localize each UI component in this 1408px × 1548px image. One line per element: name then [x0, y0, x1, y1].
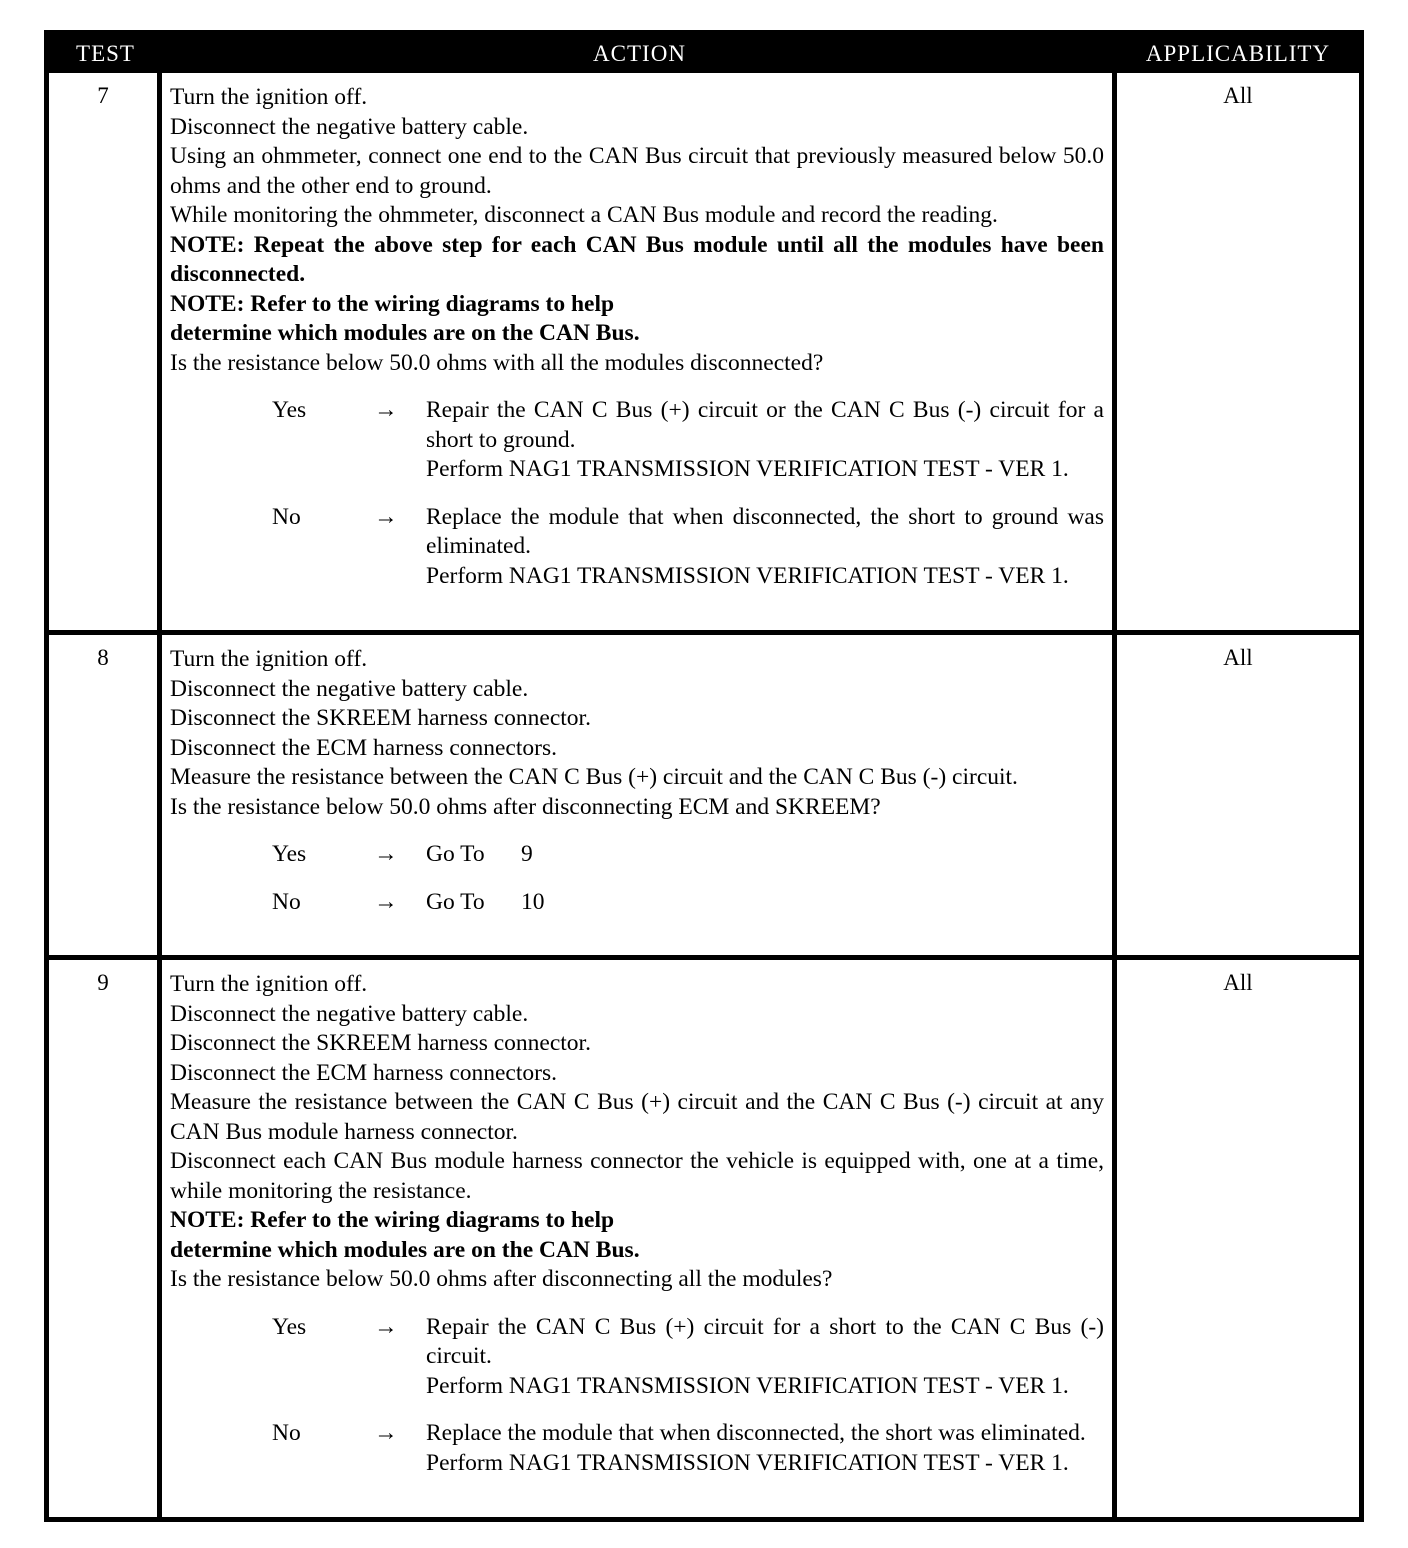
- table-row: [49, 73, 1359, 630]
- yes-label: Yes: [272, 397, 307, 423]
- action-line: Disconnect each CAN Bus module harness connector the vehicle is equipped with, one at a time, while monitoring the resistance.: [170, 1148, 1104, 1204]
- applicability-value: All: [1223, 83, 1253, 108]
- yes-label: Yes: [272, 841, 307, 867]
- goto-target: 9: [521, 841, 533, 867]
- applicability-value: All: [1223, 645, 1253, 670]
- note: NOTE: Repeat the above step for each CAN Bus module until all the modules have been disconnected.: [170, 231, 1104, 287]
- arrow-right-icon: →: [374, 841, 398, 867]
- response-text: Repair the CAN C Bus (+) circuit or the CAN C Bus (-) circuit for a short to ground.: [426, 397, 1104, 453]
- action-line: Measure the resistance between the CAN C Bus (+) circuit and the CAN C Bus (-) circuit at any CAN Bus module harness connector.: [170, 1089, 1104, 1145]
- no-label: No: [272, 503, 301, 530]
- note: determine which modules are on the CAN Bus.: [170, 320, 640, 346]
- action-line: Disconnect the ECM harness connectors.: [170, 734, 557, 761]
- action-line: Disconnect the SKREEM harness connector.: [170, 705, 591, 731]
- arrow-right-icon: →: [374, 503, 398, 530]
- action-line: Turn the ignition off.: [170, 84, 368, 110]
- goto-label: Go To: [426, 888, 485, 915]
- action-line: Disconnect the SKREEM harness connector.: [170, 1030, 591, 1056]
- question: Is the resistance below 50.0 ohms with all the modules disconnected?: [170, 349, 824, 376]
- action-line: While monitoring the ohmmeter, disconnect a CAN Bus module and record the reading.: [170, 202, 998, 228]
- goto-label: Go To: [426, 841, 485, 867]
- action-cell: [162, 73, 1117, 630]
- question: Is the resistance below 50.0 ohms after disconnecting all the modules?: [170, 1266, 833, 1292]
- action-cell: [162, 960, 1117, 1517]
- response-text: Replace the module that when disconnected, the short was eliminated.: [426, 1420, 1086, 1446]
- action-line: Turn the ignition off.: [170, 971, 368, 997]
- action-cell: [162, 635, 1117, 955]
- action-line: Using an ohmmeter, connect one end to the CAN Bus circuit that previously measured below 50.0 ohms and the other end to ground.: [170, 143, 1104, 199]
- test-number: 8: [49, 635, 162, 955]
- question: Is the resistance below 50.0 ohms after disconnecting ECM and SKREEM?: [170, 793, 881, 820]
- response-text: Replace the module that when disconnected, the short to ground was eliminated.: [426, 503, 1104, 559]
- perform-text: Perform NAG1 TRANSMISSION VERIFICATION TEST - VER 1.: [426, 562, 1069, 589]
- action-line: Disconnect the negative battery cable.: [170, 1000, 529, 1027]
- perform-text: Perform NAG1 TRANSMISSION VERIFICATION TEST - VER 1.: [426, 1449, 1069, 1476]
- response-text: Repair the CAN C Bus (+) circuit for a short to the CAN C Bus (-) circuit.: [426, 1313, 1104, 1369]
- perform-text: Perform NAG1 TRANSMISSION VERIFICATION TEST - VER 1.: [426, 1372, 1069, 1399]
- note: NOTE: Refer to the wiring diagrams to help: [170, 290, 615, 317]
- yes-response: [170, 396, 1104, 485]
- applicability-value: All: [1223, 970, 1253, 995]
- action-line: Measure the resistance between the CAN C Bus (+) circuit and the CAN C Bus (-) circuit.: [170, 764, 1018, 790]
- yes-response: [170, 1313, 1104, 1402]
- yes-response: [170, 840, 1104, 870]
- test-number: 7: [49, 73, 162, 630]
- action-line: Disconnect the negative battery cable.: [170, 675, 529, 702]
- header-action: ACTION: [593, 41, 686, 66]
- action-line: Turn the ignition off.: [170, 646, 368, 672]
- table-row: [49, 955, 1359, 1517]
- yes-label: Yes: [272, 1313, 307, 1340]
- no-label: No: [272, 888, 301, 915]
- note: NOTE: Refer to the wiring diagrams to help: [170, 1207, 615, 1233]
- header-applicability: APPLICABILITY: [1145, 41, 1331, 66]
- perform-text: Perform NAG1 TRANSMISSION VERIFICATION TEST - VER 1.: [426, 456, 1069, 482]
- table-header: [49, 35, 1359, 73]
- note: determine which modules are on the CAN Bus.: [170, 1236, 640, 1263]
- diagnostic-table: [44, 30, 1364, 1522]
- arrow-right-icon: →: [374, 888, 398, 915]
- no-label: No: [272, 1420, 301, 1446]
- arrow-right-icon: →: [374, 1313, 398, 1340]
- table-row: [49, 630, 1359, 955]
- no-response: [170, 888, 1104, 918]
- goto-target: 10: [521, 888, 545, 915]
- arrow-right-icon: →: [374, 1420, 398, 1446]
- header-test: TEST: [76, 41, 135, 66]
- no-response: [170, 503, 1104, 592]
- arrow-right-icon: →: [374, 397, 398, 423]
- action-line: Disconnect the negative battery cable.: [170, 113, 529, 140]
- test-number: 9: [49, 960, 162, 1517]
- action-line: Disconnect the ECM harness connectors.: [170, 1059, 557, 1086]
- no-response: [170, 1419, 1104, 1478]
